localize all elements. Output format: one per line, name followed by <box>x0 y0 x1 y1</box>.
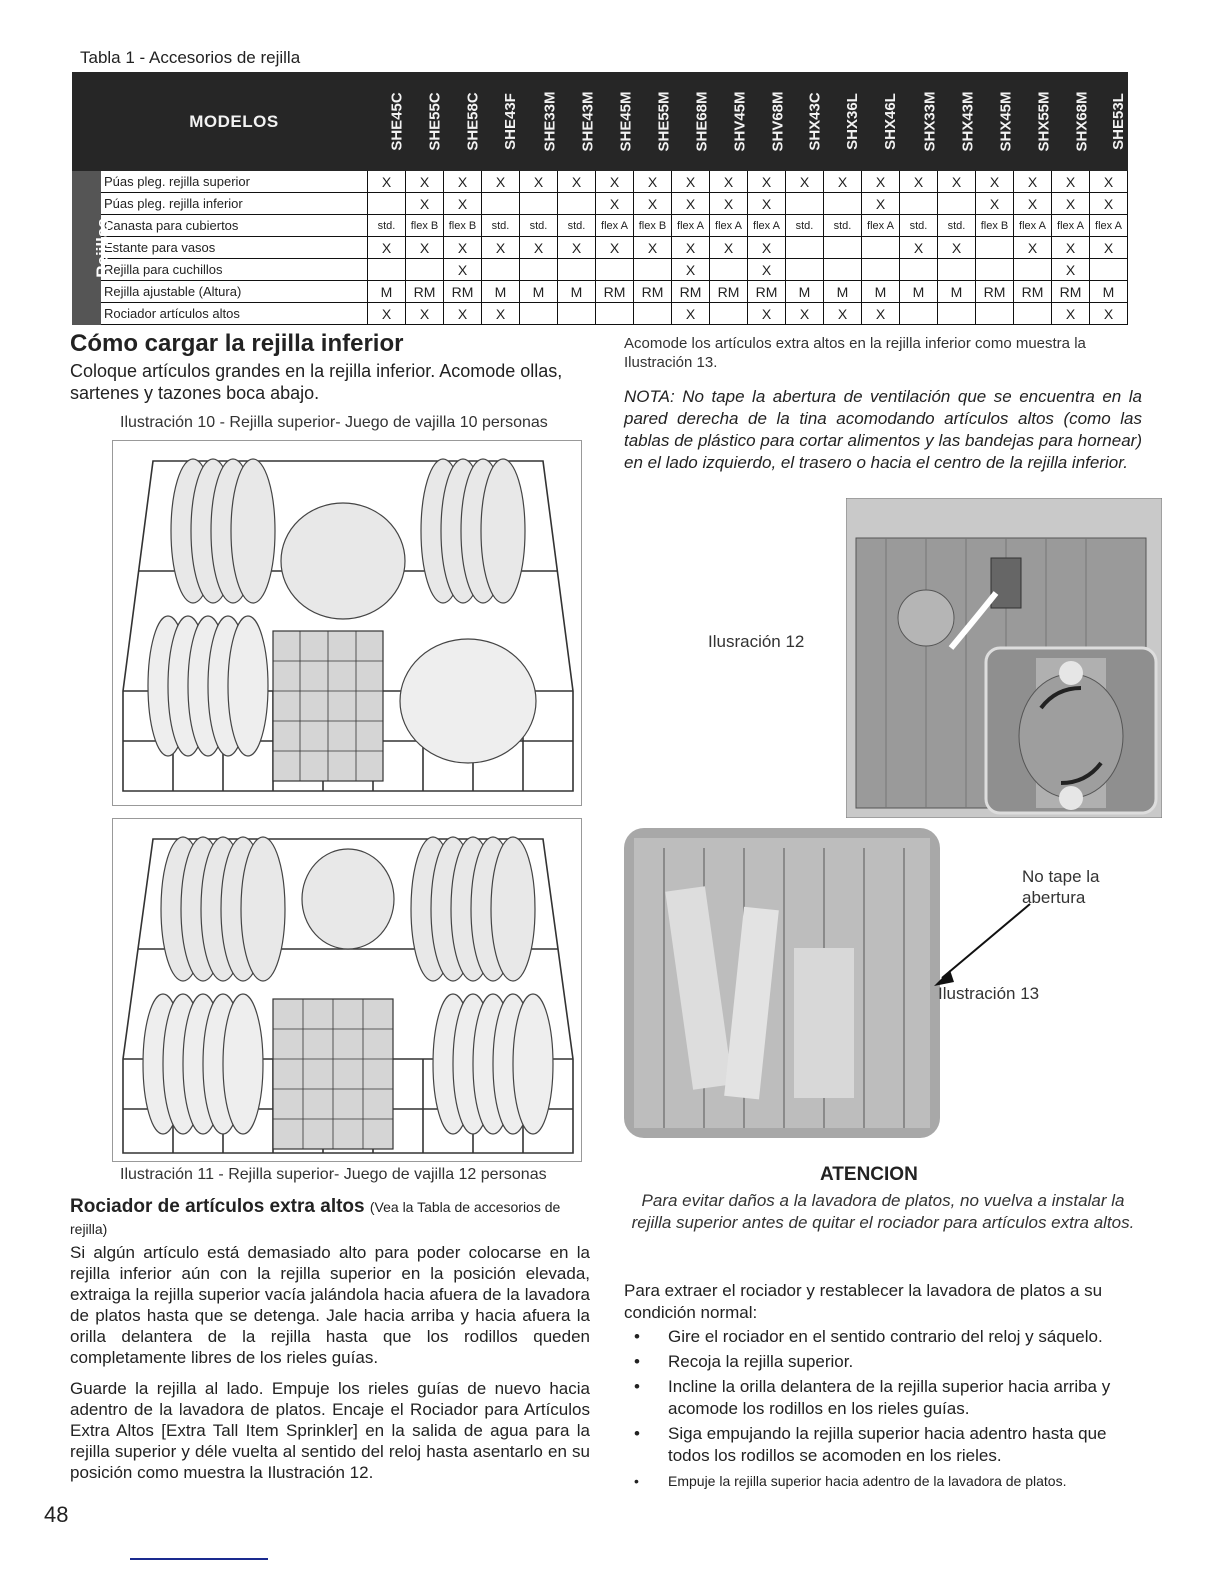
table-cell: RM <box>406 281 444 303</box>
figure-11-rack-illustration <box>112 818 582 1162</box>
table-cell <box>406 259 444 281</box>
table-cell: M <box>862 281 900 303</box>
model-header <box>748 73 786 171</box>
model-name: SHX45M <box>997 91 1015 152</box>
table-cell <box>938 259 976 281</box>
table-cell: X <box>596 237 634 259</box>
caution-text: Para evitar daños a la lavadora de platos, no vuelva a instalar la rejilla superior antes de quitar el rociador para artículos extra altos. <box>631 1191 1135 1232</box>
table-cell: X <box>558 237 596 259</box>
table-cell: X <box>634 171 672 193</box>
model-name: SHE55C <box>426 92 444 151</box>
table-cell: flex A <box>672 215 710 237</box>
model-header <box>900 73 938 171</box>
table-row <box>73 303 1128 325</box>
table-cell <box>824 193 862 215</box>
footer-rule <box>130 1558 268 1560</box>
table-cell <box>520 193 558 215</box>
table-cell: X <box>710 237 748 259</box>
table-cell: X <box>520 237 558 259</box>
removal-intro: Para extraer el rociador y restablecer la lavadora de platos a su condición normal: <box>624 1281 1103 1322</box>
table-cell <box>1014 303 1052 325</box>
table-cell: X <box>406 303 444 325</box>
table-cell: X <box>976 171 1014 193</box>
table-cell <box>900 193 938 215</box>
model-name: SHX55M <box>1035 91 1053 152</box>
model-header <box>444 73 482 171</box>
table-cell: X <box>1090 171 1128 193</box>
model-header <box>672 73 710 171</box>
table-cell: X <box>672 303 710 325</box>
racks-group-text: Rejillas <box>92 217 112 278</box>
tall-item-sprinkler-body <box>70 1242 590 1483</box>
table-cell: M <box>786 281 824 303</box>
table-cell: X <box>710 171 748 193</box>
table-row <box>73 171 1128 193</box>
table-cell <box>976 237 1014 259</box>
racks-group-label <box>73 171 112 325</box>
table-cell: RM <box>444 281 482 303</box>
table-cell: std. <box>824 215 862 237</box>
table-cell: X <box>862 171 900 193</box>
table-cell <box>938 303 976 325</box>
table-cell <box>558 303 596 325</box>
table-cell: M <box>368 281 406 303</box>
model-name: SHX43M <box>959 91 977 152</box>
table-cell: RM <box>710 281 748 303</box>
table-cell: X <box>482 171 520 193</box>
table-cell <box>634 259 672 281</box>
table-cell: X <box>748 303 786 325</box>
table-row <box>73 281 1128 303</box>
table-row <box>73 193 1128 215</box>
table-cell: X <box>634 237 672 259</box>
model-name: SHE58C <box>464 92 482 151</box>
table-cell: X <box>672 171 710 193</box>
table-cell: std. <box>900 215 938 237</box>
table-cell: X <box>786 171 824 193</box>
table-caption: Tabla 1 - Accesorios de rejilla <box>80 48 301 67</box>
table-cell <box>976 259 1014 281</box>
model-header <box>520 73 558 171</box>
model-name: SHV68M <box>769 91 787 152</box>
table-cell: X <box>520 171 558 193</box>
model-name: SHE45C <box>388 92 406 151</box>
table-cell: X <box>900 171 938 193</box>
table-cell <box>710 303 748 325</box>
list-item: • Recoja la rejilla superior. <box>624 1351 1142 1373</box>
table-cell: X <box>1014 193 1052 215</box>
figure-11-caption: Ilustración 11 - Rejilla superior- Juego de vajilla 12 personas <box>120 1166 547 1183</box>
table-cell: X <box>672 259 710 281</box>
figure-10-caption: Ilustración 10 - Rejilla superior- Juego de vajilla 10 personas <box>120 414 548 431</box>
table-cell: X <box>558 171 596 193</box>
table-cell: X <box>596 193 634 215</box>
table-cell <box>368 259 406 281</box>
figure-13-lower-rack-photo <box>624 828 940 1138</box>
paragraph: Si algún artículo está demasiado alto para poder colocarse en la rejilla inferior aún con la rejilla superior en la posición elevada, extraiga la rejilla superior vacía jalándola hacia afuera de la lavadora de platos hasta que se detenga. Jale hacia arriba y hacia afuera la orilla delantera de la rejilla hasta que los rodillos queden completamente libres de los rieles guías. <box>70 1243 590 1367</box>
feature-label: Púas pleg. rejilla inferior <box>101 193 368 215</box>
model-header <box>368 73 406 171</box>
table-cell: X <box>406 171 444 193</box>
table-cell <box>558 193 596 215</box>
model-name: SHE43M <box>579 91 597 152</box>
table-cell: flex A <box>862 215 900 237</box>
table-cell: X <box>406 193 444 215</box>
table-cell: flex A <box>1014 215 1052 237</box>
table-cell: flex A <box>596 215 634 237</box>
model-header <box>976 73 1014 171</box>
table-cell: X <box>1052 237 1090 259</box>
table-cell: X <box>938 171 976 193</box>
model-name: SHE45M <box>617 91 635 152</box>
table-cell: X <box>444 303 482 325</box>
table-cell: std. <box>558 215 596 237</box>
table-cell <box>482 259 520 281</box>
model-name: SHE33M <box>541 91 559 152</box>
table-cell: X <box>444 193 482 215</box>
table-cell: X <box>710 193 748 215</box>
table-cell: X <box>1014 237 1052 259</box>
table-cell <box>900 303 938 325</box>
table-cell: X <box>938 237 976 259</box>
table-cell: X <box>368 237 406 259</box>
table-cell: X <box>748 259 786 281</box>
table-cell: X <box>1014 171 1052 193</box>
table-cell: X <box>1052 171 1090 193</box>
model-name: SHX46L <box>881 93 899 150</box>
model-header <box>710 73 748 171</box>
table-cell: RM <box>748 281 786 303</box>
figure-12-sprinkler-illustration <box>846 498 1162 818</box>
list-item: • Incline la orilla delantera de la rejilla superior hacia arriba y acomode los rodillos en los rieles guías. <box>624 1376 1142 1420</box>
caution-title: ATENCION <box>820 1164 918 1185</box>
table-cell: M <box>824 281 862 303</box>
list-item: • Gire el rociador en el sentido contrario del reloj y sáquelo. <box>624 1326 1142 1348</box>
table-cell: X <box>748 237 786 259</box>
table-cell <box>596 303 634 325</box>
table-cell: X <box>444 259 482 281</box>
table-row <box>73 215 1128 237</box>
model-name: SHX68M <box>1073 91 1091 152</box>
table-cell: X <box>900 237 938 259</box>
table-cell: RM <box>1014 281 1052 303</box>
table-cell <box>786 193 824 215</box>
model-header <box>786 73 824 171</box>
table-cell <box>1090 259 1128 281</box>
feature-label: Estante para vasos <box>101 237 368 259</box>
model-name: SHE68M <box>693 91 711 152</box>
model-header <box>824 73 862 171</box>
table-cell <box>976 303 1014 325</box>
table-cell: X <box>634 193 672 215</box>
tall-items-instruction: Acomode los artículos extra altos en la rejilla inferior como muestra la Ilustración 13. <box>624 335 1086 371</box>
table-cell: X <box>824 171 862 193</box>
feature-label: Canasta para cubiertos <box>101 215 368 237</box>
table-cell: X <box>1090 193 1128 215</box>
table-cell: flex B <box>976 215 1014 237</box>
feature-label: Púas pleg. rejilla superior <box>101 171 368 193</box>
table-cell: X <box>1090 303 1128 325</box>
page-number: 48 <box>44 1502 69 1527</box>
table-cell <box>786 259 824 281</box>
table-cell <box>824 237 862 259</box>
table-cell: M <box>482 281 520 303</box>
removal-steps <box>624 1326 1142 1495</box>
table-cell: M <box>900 281 938 303</box>
table-row <box>73 237 1128 259</box>
table-cell: X <box>482 237 520 259</box>
model-name: SHX36L <box>843 93 861 150</box>
table-cell: M <box>558 281 596 303</box>
table-cell <box>596 259 634 281</box>
table-cell: flex B <box>444 215 482 237</box>
table-cell <box>520 303 558 325</box>
table-cell: RM <box>634 281 672 303</box>
table-cell: X <box>672 237 710 259</box>
tall-item-sprinkler-heading <box>70 1196 590 1240</box>
model-header <box>862 73 900 171</box>
table-cell: std. <box>786 215 824 237</box>
table-cell <box>558 259 596 281</box>
model-name: SHX33M <box>921 91 939 152</box>
model-name: SHX43C <box>806 92 824 151</box>
model-header <box>1090 73 1128 171</box>
table-cell <box>482 193 520 215</box>
vent-callout: No tape la abertura <box>1022 867 1100 907</box>
paragraph: Guarde la rejilla al lado. Empuje los rieles guías de nuevo hacia adentro de la lavadora de platos. Encaje el Rociador para Artículos Extra Altos [Extra Tall Item Sprinkler] en la salida de agua para la rejilla superior y déle vuelta al sentido del reloj hasta asentarlo en su posición como muestra la Ilustración 12. <box>70 1379 590 1482</box>
model-header <box>482 73 520 171</box>
table-cell <box>634 303 672 325</box>
table-cell: X <box>482 303 520 325</box>
table-cell: flex B <box>406 215 444 237</box>
table-row <box>73 259 1128 281</box>
table-cell: X <box>786 303 824 325</box>
table-cell: std. <box>482 215 520 237</box>
table-cell: X <box>672 193 710 215</box>
table-cell: std. <box>368 215 406 237</box>
figure-13-label: Ilustración 13 <box>938 984 1040 1003</box>
table-cell: flex A <box>1090 215 1128 237</box>
table-cell: X <box>748 193 786 215</box>
table-cell <box>710 259 748 281</box>
figure-12-label: Ilusración 12 <box>708 632 805 651</box>
table-cell: std. <box>938 215 976 237</box>
ventilation-note: NOTA: No tape la abertura de ventilación que se encuentra en la pared derecha de la tina acomodando artículos altos (como las tablas de plástico para cortar alimentos y las bandejas para hornear) en el lado izquierdo, el trasero o hacia el centro de la rejilla inferior. <box>624 387 1142 472</box>
feature-label: Rociador artículos altos <box>101 303 368 325</box>
table-cell: X <box>368 171 406 193</box>
table-cell: RM <box>1052 281 1090 303</box>
model-header <box>1052 73 1090 171</box>
lower-rack-intro: Coloque artículos grandes en la rejilla inferior. Acomode ollas, sartenes y tazones boca abajo. <box>70 361 563 403</box>
callout-arrow <box>928 900 1038 990</box>
table-cell: RM <box>596 281 634 303</box>
table-cell: X <box>1052 259 1090 281</box>
table-cell <box>520 259 558 281</box>
figure-10-rack-illustration <box>112 440 582 806</box>
table-cell: X <box>368 303 406 325</box>
model-header <box>634 73 672 171</box>
section-heading-lower-rack: Cómo cargar la rejilla inferior <box>70 330 404 357</box>
accessories-table <box>72 72 1128 325</box>
table-cell <box>368 193 406 215</box>
model-header <box>938 73 976 171</box>
table-cell: X <box>1052 193 1090 215</box>
table-cell: X <box>444 171 482 193</box>
feature-label: Rejilla ajustable (Altura) <box>101 281 368 303</box>
table-corner <box>73 73 101 171</box>
models-header: MODELOS <box>101 73 368 171</box>
table-cell: std. <box>520 215 558 237</box>
list-item: • Empuje la rejilla superior hacia adentro de la lavadora de platos. <box>624 1470 1142 1492</box>
table-cell <box>900 259 938 281</box>
table-cell: X <box>406 237 444 259</box>
feature-label: Rejilla para cuchillos <box>101 259 368 281</box>
table-cell: X <box>444 237 482 259</box>
table-cell: RM <box>976 281 1014 303</box>
table-cell: X <box>1052 303 1090 325</box>
table-cell: X <box>1090 237 1128 259</box>
tall-item-sprinkler-note: (Vea la Tabla de accesorios de rejilla) <box>70 1199 561 1237</box>
table-cell <box>862 259 900 281</box>
table-cell: X <box>824 303 862 325</box>
table-cell: flex B <box>634 215 672 237</box>
table-cell: X <box>862 303 900 325</box>
tall-item-sprinkler-title: Rociador de artículos extra altos <box>70 1196 365 1217</box>
table-cell <box>1014 259 1052 281</box>
table-cell: X <box>976 193 1014 215</box>
table-cell <box>824 259 862 281</box>
table-cell: X <box>596 171 634 193</box>
model-header <box>558 73 596 171</box>
table-cell: flex A <box>710 215 748 237</box>
model-header <box>1014 73 1052 171</box>
table-cell <box>938 193 976 215</box>
table-cell: M <box>1090 281 1128 303</box>
model-name: SHE43F <box>501 93 519 150</box>
table-cell <box>862 237 900 259</box>
table-cell: RM <box>672 281 710 303</box>
table-cell: M <box>938 281 976 303</box>
table-cell <box>786 237 824 259</box>
table-cell: flex A <box>748 215 786 237</box>
table-cell: flex A <box>1052 215 1090 237</box>
model-name: SHE55M <box>655 91 673 152</box>
model-header <box>406 73 444 171</box>
model-name: SHE53L <box>1109 93 1127 150</box>
model-header <box>596 73 634 171</box>
list-item: • Siga empujando la rejilla superior hacia adentro hasta que todos los rodillos se acomoden en los rieles. <box>624 1423 1142 1467</box>
table-cell: X <box>862 193 900 215</box>
table-cell: X <box>748 171 786 193</box>
model-name: SHV45M <box>731 91 749 152</box>
table-cell: M <box>520 281 558 303</box>
